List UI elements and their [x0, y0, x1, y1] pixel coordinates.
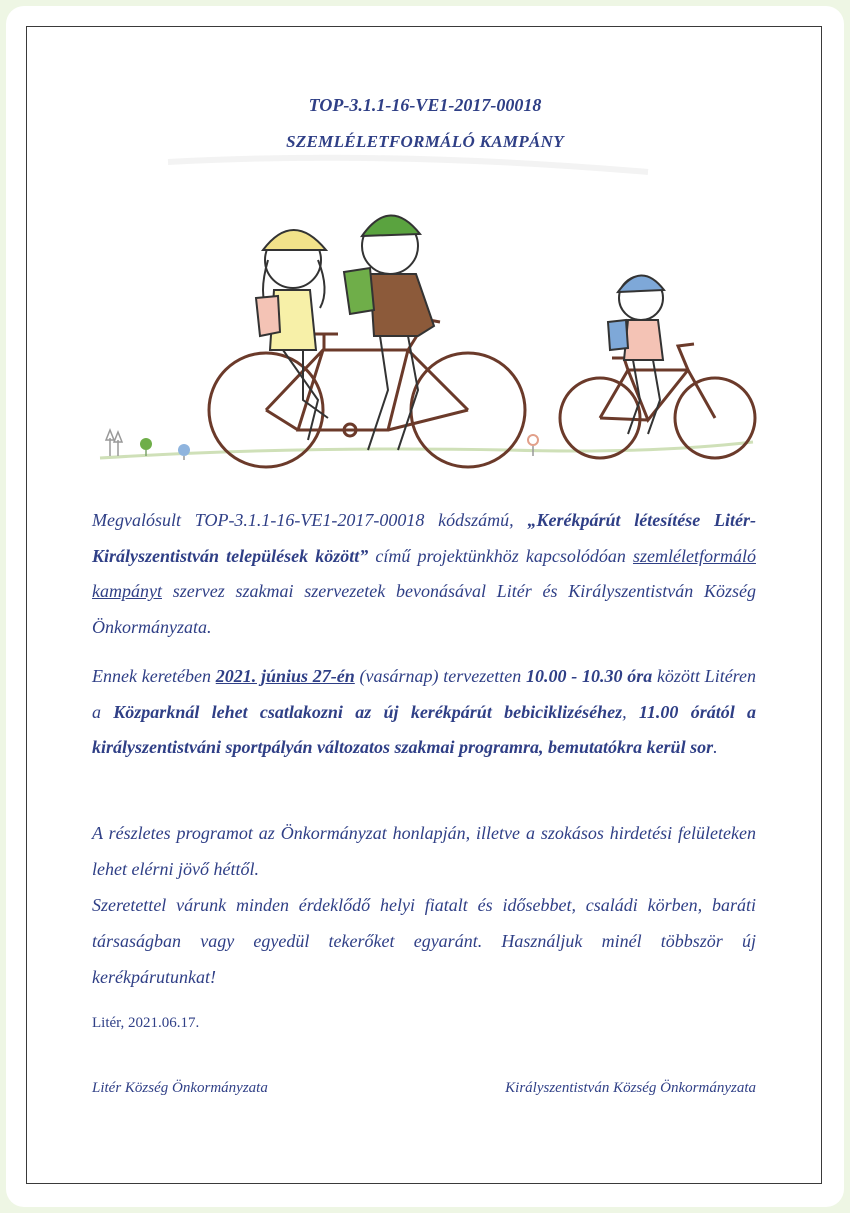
info-paragraph	[92, 815, 756, 995]
campaign-title: SZEMLÉLETFORMÁLÓ KAMPÁNY	[286, 132, 564, 151]
signature-kiralyszentistvan: Királyszentistván Község Önkormányzata	[505, 1080, 756, 1096]
project-code-title: TOP-3.1.1-16-VE1-2017-00018	[308, 95, 542, 115]
child-bicycle-icon	[560, 344, 755, 458]
event-text-4: ,	[622, 701, 639, 722]
event-text-5: .	[713, 737, 718, 757]
program-info-text: A részletes programot az Önkormányzat honlapján, illetve a szokásos hirdetési felületeken lehet elérni jövő héttől.	[92, 823, 756, 879]
event-text: Ennek keretében	[92, 666, 216, 686]
event-text-2: (vasárnap) tervezetten	[354, 666, 526, 686]
child-rider	[608, 275, 664, 434]
document-date: Litér, 2021.06.17.	[92, 1015, 200, 1031]
intro-paragraph	[92, 503, 756, 645]
father-rider	[344, 215, 434, 450]
intro-text-3: szervez szakmai szervezetek bevonásával Litér és Királyszentistván Község Önkormányzata.	[92, 581, 756, 637]
intro-text-2: című projektünkhöz kapcsolódóan	[368, 545, 633, 566]
event-location-2: 11.00 órától a királyszentistváni sportpályán változatos szakmai programra, bemutatókra kerül sor	[92, 701, 756, 757]
event-paragraph	[92, 659, 756, 766]
campaign-underlined: szemléletformáló kampányt	[92, 545, 756, 601]
signature-liter: Litér Község Önkormányzata	[92, 1080, 268, 1096]
event-date: 2021. június 27-én	[215, 666, 355, 686]
family-tandem-bicycle-illustration	[88, 150, 760, 490]
intro-text: Megvalósult TOP-3.1.1-16-VE1-2017-00018 kódszámú,	[92, 510, 528, 530]
event-time: 10.00 - 10.30 óra	[525, 666, 653, 686]
project-title: „Kerékpárút létesítése Litér-Királyszentistván települések között”	[92, 510, 756, 566]
tandem-bicycle-icon	[209, 318, 525, 467]
event-location-1: Közparknál lehet csatlakozni az új kerékpárút bebiciklizéséhez	[113, 701, 623, 722]
invitation-text: Szeretettel várunk minden érdeklődő helyi fiatalt és idősebbet, családi körben, baráti társaságban vagy egyedül tekerőket egyaránt. Használjuk minél többször új kerékpárutunkat!	[92, 895, 756, 987]
event-text-3: között Litéren a	[92, 666, 757, 722]
